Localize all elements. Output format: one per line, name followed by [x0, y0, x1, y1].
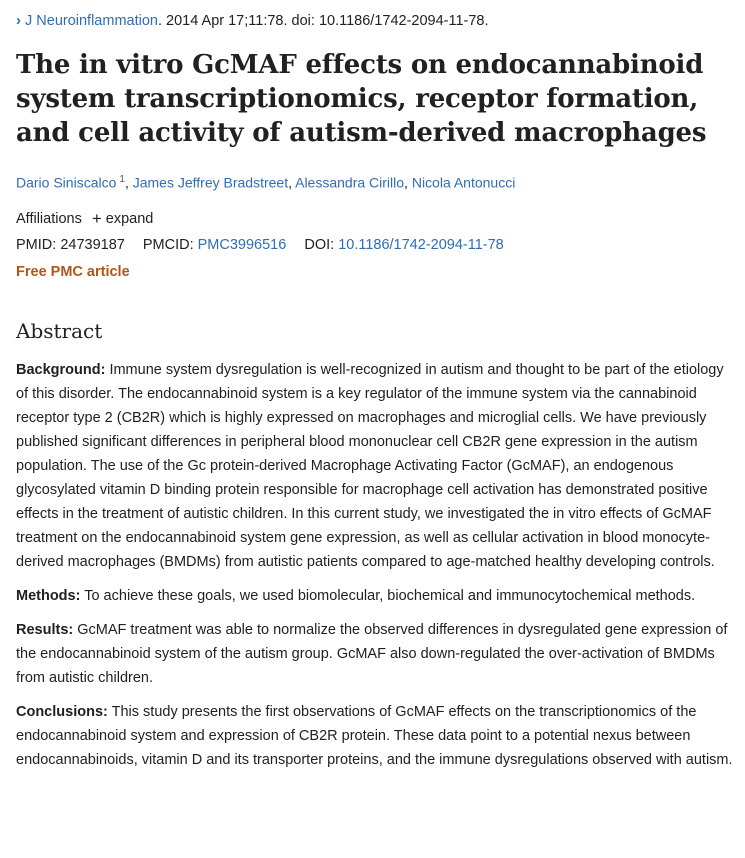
section-text: Immune system dysregulation is well-recognized in autism and thought to be part of the etiology of this disorder. The endocannabinoid system is a key regulator of the immune system via the cannabinoid receptor type 2 (CB2R) which is highly expressed on macrophages and microglial cells. We have previously published significant differences in peripheral blood mononuclear cell CB2R gene expression in the autism population. The use of the Gc protein-derived Macrophage Activating Factor (GcMAF), an endogenous glycosylated vitamin D binding protein responsible for macrophage cell activation has demonstrated positive effects in the treatment of autistic children. In this current study, we investigated the in vitro effects of GcMAF treatment on the endocannabinoid system gene expression, as well as cellular activation in blood monocyte-derived macrophages (BMDMs) from autistic patients compared to age-matched healthy developing controls.	[16, 361, 724, 570]
affiliation-superscript[interactable]: 1	[119, 174, 125, 185]
affiliations-label: Affiliations	[16, 210, 82, 227]
author-link[interactable]: Nicola Antonucci	[411, 174, 516, 191]
pmid-value: 24739187	[60, 236, 125, 253]
chevron-right-icon[interactable]: ›	[16, 12, 21, 29]
expand-label: expand	[105, 210, 154, 227]
abstract-methods	[16, 584, 735, 608]
journal-link[interactable]: J Neuroinflammation	[25, 13, 158, 29]
expand-affiliations-button[interactable]	[92, 209, 154, 229]
author-link[interactable]: James Jeffrey Bradstreet	[132, 174, 289, 191]
section-text: To achieve these goals, we used biomolecular, biochemical and immunocytochemical methods.	[84, 587, 696, 604]
free-pmc-badge[interactable]: Free PMC article	[16, 263, 130, 280]
article-title: The in vitro GcMAF effects on endocannabinoid system transcriptionomics, receptor formation, and cell activity of autism-derived macrophages	[16, 50, 707, 148]
doi-link[interactable]: 10.1186/1742-2094-11-78	[338, 236, 504, 253]
pmcid-link[interactable]: PMC3996516	[197, 236, 287, 253]
abstract-background	[16, 358, 735, 574]
doi-label: DOI:	[304, 236, 335, 253]
section-label: Results:	[16, 621, 74, 638]
citation-details: . 2014 Apr 17;11:78. doi: 10.1186/1742-2094-11-78.	[157, 13, 489, 29]
abstract-conclusions	[16, 700, 735, 772]
section-text: This study presents the first observations of GcMAF effects on the transcriptionomics of the endocannabinoid system and expression of CB2R protein. These data point to a potential nexus between endocannabinoids, vitamin D and its transporter proteins, and the immune dysregulations observed with autism.	[16, 703, 733, 768]
pmcid-label: PMCID:	[142, 236, 194, 253]
citation-line	[16, 10, 735, 32]
section-label: Methods:	[16, 587, 81, 604]
section-label: Background:	[16, 361, 106, 378]
pmid-label: PMID:	[16, 236, 57, 253]
author-link[interactable]: Dario Siniscalco	[16, 174, 117, 191]
affiliations-row	[16, 209, 735, 229]
section-label: Conclusions:	[16, 703, 108, 720]
section-text: GcMAF treatment was able to normalize the observed differences in dysregulated gene expression of the endocannabinoid system of the autism group. GcMAF also down-regulated the over-activation of BMDMs from autistic children.	[16, 621, 728, 686]
author-list: Dario Siniscalco $^1$, James Jeffrey Bradstreet, Alessandra Cirillo, Nicola Antonucci	[16, 174, 516, 191]
plus-icon: +	[91, 209, 102, 229]
identifiers-row	[16, 235, 735, 255]
abstract-heading: Abstract	[16, 318, 103, 343]
abstract-results	[16, 618, 735, 690]
author-link[interactable]: Alessandra Cirillo	[295, 174, 405, 191]
